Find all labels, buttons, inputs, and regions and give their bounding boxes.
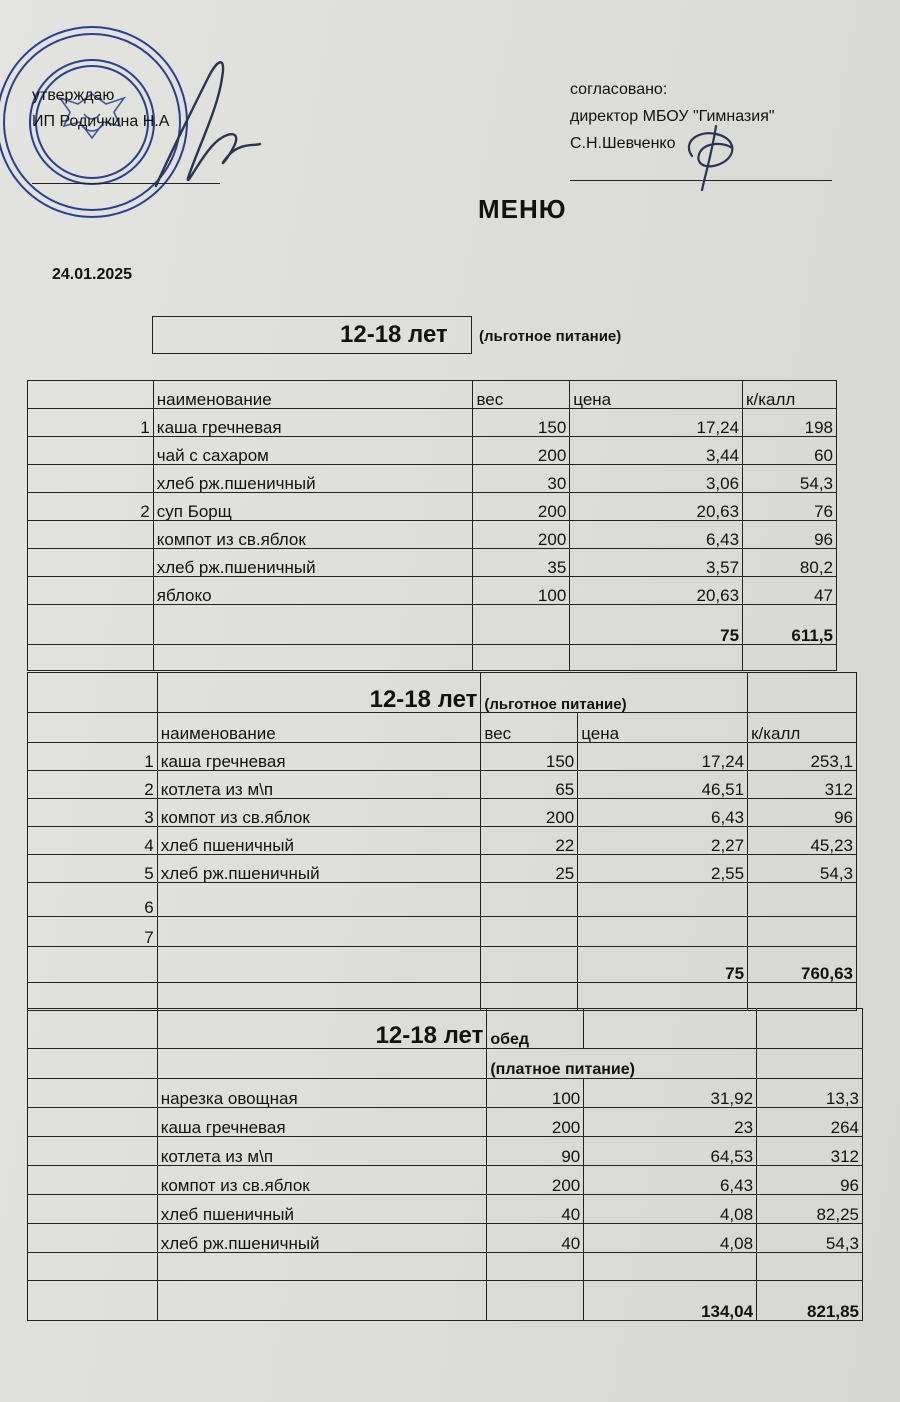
total-price: 75 xyxy=(570,605,743,645)
table-row xyxy=(28,1166,863,1195)
section3-table xyxy=(27,1008,863,1321)
table-row xyxy=(28,1079,863,1108)
section2-table xyxy=(27,672,857,1011)
total-row xyxy=(28,947,857,983)
dish-price: 17,24 xyxy=(570,409,743,437)
dish-weight: 200 xyxy=(487,1166,584,1195)
dish-kcal: 76 xyxy=(743,493,837,521)
dish-price: 3,06 xyxy=(570,465,743,493)
dish-kcal: 54,3 xyxy=(743,465,837,493)
total-kcal: 760,63 xyxy=(748,947,857,983)
dish-price: 23 xyxy=(584,1108,757,1137)
page-title: МЕНЮ xyxy=(478,194,567,224)
dish-price: 3,44 xyxy=(570,437,743,465)
dish-weight: 25 xyxy=(481,855,578,883)
section2-age: 12-18 лет xyxy=(157,673,481,713)
dish-weight: 200 xyxy=(487,1108,584,1137)
row-number: 4 xyxy=(28,827,158,855)
row-number: 2 xyxy=(28,493,154,521)
dish-kcal: 96 xyxy=(743,521,837,549)
table-row xyxy=(28,1108,863,1137)
dish-kcal: 13,3 xyxy=(757,1079,863,1108)
total-row xyxy=(28,1281,863,1321)
table-row xyxy=(28,493,837,521)
approve-label: утверждаю xyxy=(32,87,115,104)
dish-price: 2,55 xyxy=(578,855,748,883)
row-number: 7 xyxy=(28,917,158,947)
dish-name: хлеб рж.пшеничный xyxy=(153,465,473,493)
col-kcal-header: к/калл xyxy=(748,713,857,743)
table-row xyxy=(28,549,837,577)
dish-price: 46,51 xyxy=(578,771,748,799)
empty-row xyxy=(28,983,857,1011)
menu-date: 24.01.2025 xyxy=(52,266,133,283)
dish-kcal: 45,23 xyxy=(748,827,857,855)
dish-price: 4,08 xyxy=(584,1224,757,1253)
dish-kcal: 54,3 xyxy=(757,1224,863,1253)
col-weight-header: вес xyxy=(481,713,578,743)
row-number: 5 xyxy=(28,855,158,883)
dish-price: 6,43 xyxy=(570,521,743,549)
dish-kcal: 264 xyxy=(757,1108,863,1137)
agreed-name: С.Н.Шевченко xyxy=(570,135,676,152)
section1-note: (льготное питание) xyxy=(479,328,622,345)
row-number: 1 xyxy=(28,409,154,437)
section1-table xyxy=(27,380,837,671)
table-row xyxy=(28,465,837,493)
table-row xyxy=(28,1137,863,1166)
dish-kcal: 312 xyxy=(757,1137,863,1166)
row-number xyxy=(28,437,154,465)
dish-price: 20,63 xyxy=(570,493,743,521)
dish-weight: 90 xyxy=(487,1137,584,1166)
dish-name: каша гречневая xyxy=(153,409,473,437)
col-price-header: цена xyxy=(570,381,743,409)
dish-name: каша гречневая xyxy=(157,743,481,771)
col-price-header: цена xyxy=(578,713,748,743)
row-number: 3 xyxy=(28,799,158,827)
dish-price: 17,24 xyxy=(578,743,748,771)
table-row xyxy=(28,1195,863,1224)
row-number xyxy=(28,465,154,493)
table-row xyxy=(28,827,857,855)
dish-name: котлета из м\п xyxy=(157,1137,487,1166)
dish-kcal: 60 xyxy=(743,437,837,465)
empty-row xyxy=(28,645,837,671)
dish-name: хлеб пшеничный xyxy=(157,1195,487,1224)
dish-weight: 65 xyxy=(481,771,578,799)
dish-weight: 200 xyxy=(473,437,570,465)
empty-row xyxy=(28,1253,863,1281)
table-header-row xyxy=(28,381,837,409)
table-row xyxy=(28,577,837,605)
row-number: 6 xyxy=(28,883,158,917)
dish-name: суп Борщ xyxy=(153,493,473,521)
total-kcal: 821,85 xyxy=(757,1281,863,1321)
dish-name: нарезка овощная xyxy=(157,1079,487,1108)
col-kcal-header: к/калл xyxy=(743,381,837,409)
dish-price: 3,57 xyxy=(570,549,743,577)
row-number: 1 xyxy=(28,743,158,771)
dish-weight: 35 xyxy=(473,549,570,577)
approver-signature xyxy=(148,48,268,198)
dish-name: хлеб рж.пшеничный xyxy=(157,855,481,883)
table-row xyxy=(28,409,837,437)
dish-weight: 40 xyxy=(487,1195,584,1224)
section2-title-row xyxy=(28,673,857,713)
dish-price: 6,43 xyxy=(578,799,748,827)
dish-name: котлета из м\п xyxy=(157,771,481,799)
total-price: 134,04 xyxy=(584,1281,757,1321)
section3-age: 12-18 лет xyxy=(157,1009,487,1049)
dish-name: чай с сахаром xyxy=(153,437,473,465)
dish-weight: 22 xyxy=(481,827,578,855)
dish-weight: 30 xyxy=(473,465,570,493)
dish-kcal: 47 xyxy=(743,577,837,605)
table-row xyxy=(28,1224,863,1253)
table-row xyxy=(28,437,837,465)
dish-name: компот из св.яблок xyxy=(157,1166,487,1195)
col-weight-header: вес xyxy=(473,381,570,409)
table-row xyxy=(28,917,857,947)
dish-weight: 150 xyxy=(473,409,570,437)
dish-weight: 100 xyxy=(473,577,570,605)
row-number xyxy=(28,577,154,605)
row-number xyxy=(28,549,154,577)
col-name-header: наименование xyxy=(153,381,473,409)
dish-price: 6,43 xyxy=(584,1166,757,1195)
dish-weight: 100 xyxy=(487,1079,584,1108)
dish-weight: 200 xyxy=(473,521,570,549)
total-kcal: 611,5 xyxy=(743,605,837,645)
table-row xyxy=(28,771,857,799)
approver-name: ИП Родичкина Н.А xyxy=(32,113,170,130)
section3-meal: обед xyxy=(487,1009,584,1049)
section3-note-row xyxy=(28,1049,863,1079)
dish-kcal: 96 xyxy=(757,1166,863,1195)
dish-name: компот из св.яблок xyxy=(153,521,473,549)
dish-price: 31,92 xyxy=(584,1079,757,1108)
dish-price: 64,53 xyxy=(584,1137,757,1166)
table-row xyxy=(28,521,837,549)
director-signature xyxy=(672,112,748,194)
table-row xyxy=(28,743,857,771)
table-row xyxy=(28,855,857,883)
dish-kcal: 54,3 xyxy=(748,855,857,883)
dish-price: 20,63 xyxy=(570,577,743,605)
total-row xyxy=(28,605,837,645)
dish-price: 2,27 xyxy=(578,827,748,855)
row-number xyxy=(28,521,154,549)
dish-name: яблоко xyxy=(153,577,473,605)
dish-weight: 150 xyxy=(481,743,578,771)
dish-kcal: 253,1 xyxy=(748,743,857,771)
dish-name: хлеб рж.пшеничный xyxy=(153,549,473,577)
dish-name: хлеб пшеничный xyxy=(157,827,481,855)
agreed-position: директор МБОУ "Гимназия" xyxy=(570,108,775,125)
dish-kcal: 96 xyxy=(748,799,857,827)
section1-age: 12-18 лет xyxy=(340,321,448,348)
total-price: 75 xyxy=(578,947,748,983)
table-row xyxy=(28,799,857,827)
table-header-row xyxy=(28,713,857,743)
dish-name: хлеб рж.пшеничный xyxy=(157,1224,487,1253)
dish-name: компот из св.яблок xyxy=(157,799,481,827)
section3-title-row xyxy=(28,1009,863,1049)
dish-weight: 200 xyxy=(481,799,578,827)
dish-kcal: 312 xyxy=(748,771,857,799)
dish-kcal: 82,25 xyxy=(757,1195,863,1224)
dish-name: каша гречневая xyxy=(157,1108,487,1137)
dish-kcal: 80,2 xyxy=(743,549,837,577)
section3-note: (платное питание) xyxy=(487,1049,757,1079)
section2-note: (льготное питание) xyxy=(481,673,748,713)
row-number: 2 xyxy=(28,771,158,799)
dish-weight: 40 xyxy=(487,1224,584,1253)
dish-kcal: 198 xyxy=(743,409,837,437)
agreed-label: согласовано: xyxy=(570,81,668,98)
col-name-header: наименование xyxy=(157,713,481,743)
dish-price: 4,08 xyxy=(584,1195,757,1224)
dish-weight: 200 xyxy=(473,493,570,521)
table-row xyxy=(28,883,857,917)
